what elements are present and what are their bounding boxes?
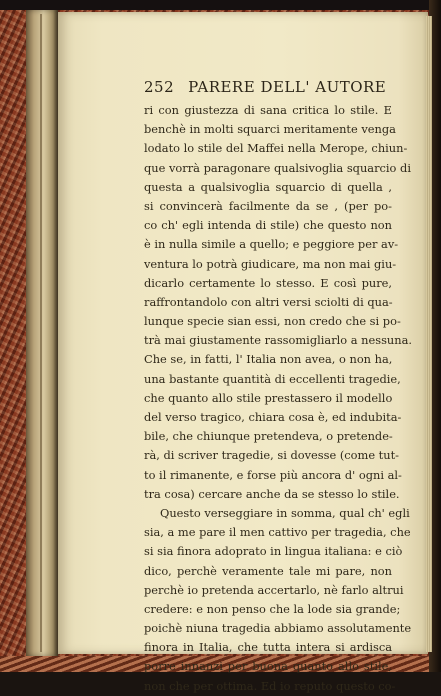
page-header bbox=[144, 78, 387, 96]
text-line: una bastante quantità di eccellenti tragedie, bbox=[144, 371, 401, 386]
text-line: credere: e non penso che la lode sia grande; bbox=[144, 601, 401, 616]
text-line: non che per ottima. Ed io reputo questo co- bbox=[144, 678, 396, 693]
text-line: dicarlo certamente lo stesso. E così pure, bbox=[144, 275, 392, 290]
text-line: si convincerà facilmente da se , (per po- bbox=[144, 198, 392, 213]
text-line: si sia finora adoprato in lingua italiana: e ciò bbox=[144, 544, 403, 559]
text-line: que vorrà paragonare qualsivoglia squarcio di bbox=[144, 160, 411, 175]
text-line: è in nulla simile a quello; e peggiore per av- bbox=[144, 237, 399, 252]
text-line: rà, di scriver tragedie, si dovesse (come tut- bbox=[144, 448, 400, 463]
text-line: dico, perchè veramente tale mi pare, non bbox=[144, 563, 392, 578]
text-line: ri con giustezza di sana critica lo stile. E bbox=[144, 103, 392, 117]
text-line: Che se, in fatti, l' Italia non avea, o non ha, bbox=[144, 352, 393, 367]
text-line: trà mai giustamente rassomigliarlo a nessuna. bbox=[144, 333, 413, 348]
text-line: bile, che chiunque pretendeva, o pretende- bbox=[144, 429, 393, 444]
text-line: finora in Italia, che tutta intera si ardisca bbox=[144, 640, 392, 655]
page-stack-edge bbox=[426, 16, 432, 652]
gutter-fold-line bbox=[40, 14, 42, 652]
text-line: questa a qualsivoglia squarcio di quella , bbox=[144, 179, 392, 194]
text-line: lodato lo stile del Maffei nella Merope, chiun- bbox=[144, 141, 408, 156]
text-line: to il rimanente, e forse più ancora d' ogni al- bbox=[144, 467, 402, 482]
running-title: PARERE DELL' AUTORE bbox=[188, 78, 387, 96]
text-line: tra cosa) cercare anche da se stesso lo stile. bbox=[144, 486, 400, 501]
body-text bbox=[144, 101, 413, 696]
text-line: Questo verseggiare in somma, qual ch' egli bbox=[160, 505, 410, 520]
text-line: del verso tragico, chiara cosa è, ed indubita- bbox=[144, 410, 402, 424]
book-gutter bbox=[26, 10, 58, 656]
text-line: poichè niuna tragedia abbiamo assolutamente bbox=[144, 621, 412, 636]
text-line: benchè in molti squarci meritamente venga bbox=[144, 122, 396, 137]
text-line: lunque specie sian essi, non credo che si po- bbox=[144, 314, 401, 329]
page-number: 252 bbox=[144, 78, 175, 96]
text-line: raffrontandolo con altri versi sciolti di qua- bbox=[144, 294, 393, 309]
text-line: porre innanzi per buona quanto allo stile, bbox=[144, 659, 392, 674]
text-line: perchè io pretenda accertarlo, nè farlo altrui bbox=[144, 582, 404, 597]
text-line: co ch' egli intenda di stile) che questo non bbox=[144, 218, 392, 233]
text-line: ventura lo potrà giudicare, ma non mai giu- bbox=[144, 256, 397, 271]
text-line: sia, a me pare il men cattivo per tragedia, che bbox=[144, 525, 411, 540]
text-line: che quanto allo stile prestassero il modello bbox=[144, 390, 393, 405]
cover-top-edge bbox=[0, 0, 441, 10]
